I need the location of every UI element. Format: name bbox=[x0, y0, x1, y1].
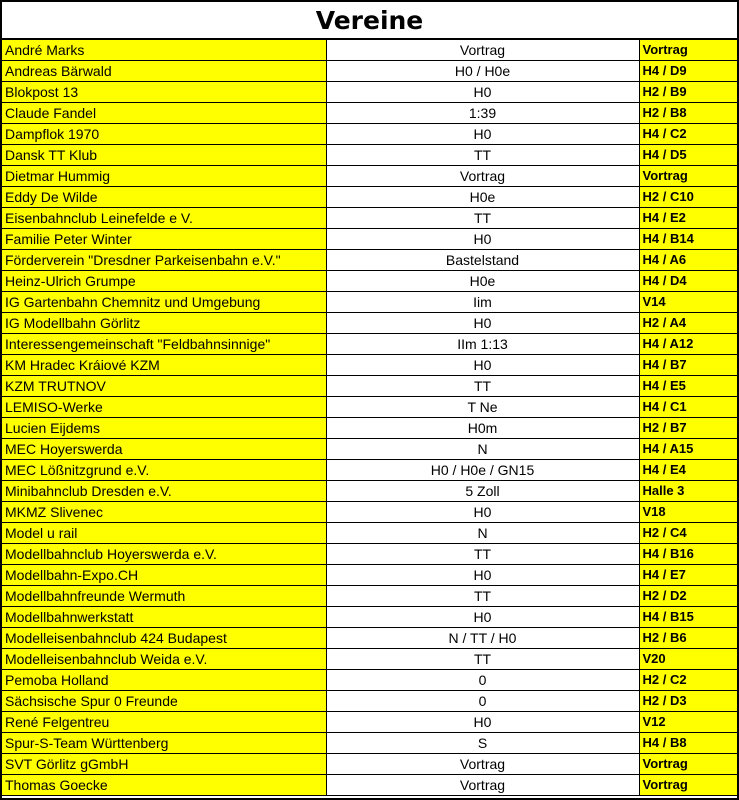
club-name-cell: Heinz-Ulrich Grumpe bbox=[2, 271, 326, 292]
gauge-cell: N / TT / H0 bbox=[326, 628, 639, 649]
club-name-cell: Dampflok 1970 bbox=[2, 124, 326, 145]
table-row bbox=[2, 166, 737, 187]
club-name-cell: Interessengemeinschaft "Feldbahnsinnige" bbox=[2, 334, 326, 355]
club-name-cell: René Felgentreu bbox=[2, 712, 326, 733]
club-name-cell: IG Gartenbahn Chemnitz und Umgebung bbox=[2, 292, 326, 313]
gauge-cell: 5 Zoll bbox=[326, 481, 639, 502]
page-title: Vereine bbox=[2, 2, 737, 40]
location-cell: H4 / C1 bbox=[639, 397, 737, 418]
gauge-cell: H0e bbox=[326, 271, 639, 292]
table-row bbox=[2, 775, 737, 796]
club-name-cell: Dansk TT Klub bbox=[2, 145, 326, 166]
location-cell: H2 / B9 bbox=[639, 82, 737, 103]
gauge-cell: Vortrag bbox=[326, 754, 639, 775]
location-cell: H2 / D2 bbox=[639, 586, 737, 607]
club-name-cell: MEC Lößnitzgrund e.V. bbox=[2, 460, 326, 481]
gauge-cell: TT bbox=[326, 208, 639, 229]
table-row bbox=[2, 82, 737, 103]
location-cell: Vortrag bbox=[639, 754, 737, 775]
location-cell: Vortrag bbox=[639, 775, 737, 796]
gauge-cell: 0 bbox=[326, 691, 639, 712]
club-name-cell: Dietmar Hummig bbox=[2, 166, 326, 187]
gauge-cell: Vortrag bbox=[326, 40, 639, 61]
club-name-cell: LEMISO-Werke bbox=[2, 397, 326, 418]
club-table-body bbox=[2, 40, 737, 796]
club-name-cell: Spur-S-Team Württenberg bbox=[2, 733, 326, 754]
gauge-cell: T Ne bbox=[326, 397, 639, 418]
club-table bbox=[2, 40, 737, 796]
gauge-cell: TT bbox=[326, 586, 639, 607]
table-row bbox=[2, 61, 737, 82]
table-row bbox=[2, 103, 737, 124]
gauge-cell: TT bbox=[326, 544, 639, 565]
table-row bbox=[2, 565, 737, 586]
club-name-cell: André Marks bbox=[2, 40, 326, 61]
table-row bbox=[2, 397, 737, 418]
club-name-cell: Blokpost 13 bbox=[2, 82, 326, 103]
table-row bbox=[2, 418, 737, 439]
club-name-cell: KM Hradec Kráiové KZM bbox=[2, 355, 326, 376]
club-name-cell: Modelleisenbahnclub 424 Budapest bbox=[2, 628, 326, 649]
location-cell: H4 / B15 bbox=[639, 607, 737, 628]
gauge-cell: H0 bbox=[326, 712, 639, 733]
gauge-cell: N bbox=[326, 523, 639, 544]
table-row bbox=[2, 355, 737, 376]
gauge-cell: Vortrag bbox=[326, 775, 639, 796]
table-row bbox=[2, 670, 737, 691]
table-row bbox=[2, 733, 737, 754]
gauge-cell: 0 bbox=[326, 670, 639, 691]
club-name-cell: Andreas Bärwald bbox=[2, 61, 326, 82]
club-name-cell: Modellbahnfreunde Wermuth bbox=[2, 586, 326, 607]
location-cell: H4 / A15 bbox=[639, 439, 737, 460]
club-name-cell: Minibahnclub Dresden e.V. bbox=[2, 481, 326, 502]
table-row bbox=[2, 313, 737, 334]
gauge-cell: S bbox=[326, 733, 639, 754]
club-name-cell: SVT Görlitz gGmbH bbox=[2, 754, 326, 775]
gauge-cell: TT bbox=[326, 376, 639, 397]
club-name-cell: Lucien Eijdems bbox=[2, 418, 326, 439]
location-cell: H4 / E4 bbox=[639, 460, 737, 481]
table-row bbox=[2, 124, 737, 145]
gauge-cell: TT bbox=[326, 145, 639, 166]
gauge-cell: N bbox=[326, 439, 639, 460]
location-cell: H2 / A4 bbox=[639, 313, 737, 334]
table-row bbox=[2, 481, 737, 502]
location-cell: V12 bbox=[639, 712, 737, 733]
table-row bbox=[2, 754, 737, 775]
location-cell: H4 / D4 bbox=[639, 271, 737, 292]
gauge-cell: H0 bbox=[326, 82, 639, 103]
gauge-cell: H0 / H0e / GN15 bbox=[326, 460, 639, 481]
location-cell: H4 / B7 bbox=[639, 355, 737, 376]
gauge-cell: H0 bbox=[326, 565, 639, 586]
table-row bbox=[2, 502, 737, 523]
gauge-cell: H0 bbox=[326, 502, 639, 523]
location-cell: H4 / A6 bbox=[639, 250, 737, 271]
club-name-cell: MEC Hoyerswerda bbox=[2, 439, 326, 460]
club-name-cell: Familie Peter Winter bbox=[2, 229, 326, 250]
table-row bbox=[2, 460, 737, 481]
location-cell: H4 / B16 bbox=[639, 544, 737, 565]
table-row bbox=[2, 649, 737, 670]
location-cell: H4 / B14 bbox=[639, 229, 737, 250]
table-row bbox=[2, 229, 737, 250]
table-row bbox=[2, 439, 737, 460]
table-row bbox=[2, 334, 737, 355]
location-cell: Halle 3 bbox=[639, 481, 737, 502]
location-cell: H4 / D9 bbox=[639, 61, 737, 82]
club-name-cell: IG Modellbahn Görlitz bbox=[2, 313, 326, 334]
location-cell: H4 / B8 bbox=[639, 733, 737, 754]
club-name-cell: Eddy De Wilde bbox=[2, 187, 326, 208]
table-row bbox=[2, 250, 737, 271]
table-row bbox=[2, 187, 737, 208]
location-cell: H2 / B8 bbox=[639, 103, 737, 124]
location-cell: H2 / C4 bbox=[639, 523, 737, 544]
location-cell: V14 bbox=[639, 292, 737, 313]
club-name-cell: Eisenbahnclub Leinefelde e V. bbox=[2, 208, 326, 229]
gauge-cell: H0 bbox=[326, 124, 639, 145]
club-name-cell: Thomas Goecke bbox=[2, 775, 326, 796]
location-cell: H4 / D5 bbox=[639, 145, 737, 166]
location-cell: Vortrag bbox=[639, 166, 737, 187]
gauge-cell: H0m bbox=[326, 418, 639, 439]
location-cell: V18 bbox=[639, 502, 737, 523]
location-cell: H2 / B7 bbox=[639, 418, 737, 439]
table-row bbox=[2, 544, 737, 565]
table-row bbox=[2, 208, 737, 229]
location-cell: H4 / E7 bbox=[639, 565, 737, 586]
club-name-cell: Pemoba Holland bbox=[2, 670, 326, 691]
location-cell: H2 / D3 bbox=[639, 691, 737, 712]
location-cell: H2 / B6 bbox=[639, 628, 737, 649]
location-cell: H2 / C10 bbox=[639, 187, 737, 208]
club-name-cell: Claude Fandel bbox=[2, 103, 326, 124]
gauge-cell: 1:39 bbox=[326, 103, 639, 124]
gauge-cell: H0 bbox=[326, 313, 639, 334]
club-name-cell: MKMZ Slivenec bbox=[2, 502, 326, 523]
table-row bbox=[2, 523, 737, 544]
table-row bbox=[2, 145, 737, 166]
club-name-cell: Modellbahnwerkstatt bbox=[2, 607, 326, 628]
table-row bbox=[2, 607, 737, 628]
location-cell: Vortrag bbox=[639, 40, 737, 61]
table-row bbox=[2, 40, 737, 61]
table-row bbox=[2, 691, 737, 712]
gauge-cell: Vortrag bbox=[326, 166, 639, 187]
gauge-cell: H0 bbox=[326, 229, 639, 250]
club-name-cell: Modellbahnclub Hoyerswerda e.V. bbox=[2, 544, 326, 565]
club-name-cell: KZM TRUTNOV bbox=[2, 376, 326, 397]
table-row bbox=[2, 292, 737, 313]
gauge-cell: IIm 1:13 bbox=[326, 334, 639, 355]
club-name-cell: Model u rail bbox=[2, 523, 326, 544]
table-row bbox=[2, 271, 737, 292]
club-name-cell: Sächsische Spur 0 Freunde bbox=[2, 691, 326, 712]
gauge-cell: H0e bbox=[326, 187, 639, 208]
club-name-cell: Modellbahn-Expo.CH bbox=[2, 565, 326, 586]
gauge-cell: Bastelstand bbox=[326, 250, 639, 271]
table-row bbox=[2, 376, 737, 397]
location-cell: H4 / E5 bbox=[639, 376, 737, 397]
gauge-cell: H0 bbox=[326, 355, 639, 376]
location-cell: H4 / A12 bbox=[639, 334, 737, 355]
table-row bbox=[2, 712, 737, 733]
location-cell: H4 / E2 bbox=[639, 208, 737, 229]
gauge-cell: Iim bbox=[326, 292, 639, 313]
location-cell: V20 bbox=[639, 649, 737, 670]
location-cell: H2 / C2 bbox=[639, 670, 737, 691]
location-cell: H4 / C2 bbox=[639, 124, 737, 145]
club-name-cell: Förderverein "Dresdner Parkeisenbahn e.V." bbox=[2, 250, 326, 271]
table-row bbox=[2, 586, 737, 607]
gauge-cell: H0 / H0e bbox=[326, 61, 639, 82]
table-row bbox=[2, 628, 737, 649]
gauge-cell: H0 bbox=[326, 607, 639, 628]
club-name-cell: Modelleisenbahnclub Weida e.V. bbox=[2, 649, 326, 670]
gauge-cell: TT bbox=[326, 649, 639, 670]
